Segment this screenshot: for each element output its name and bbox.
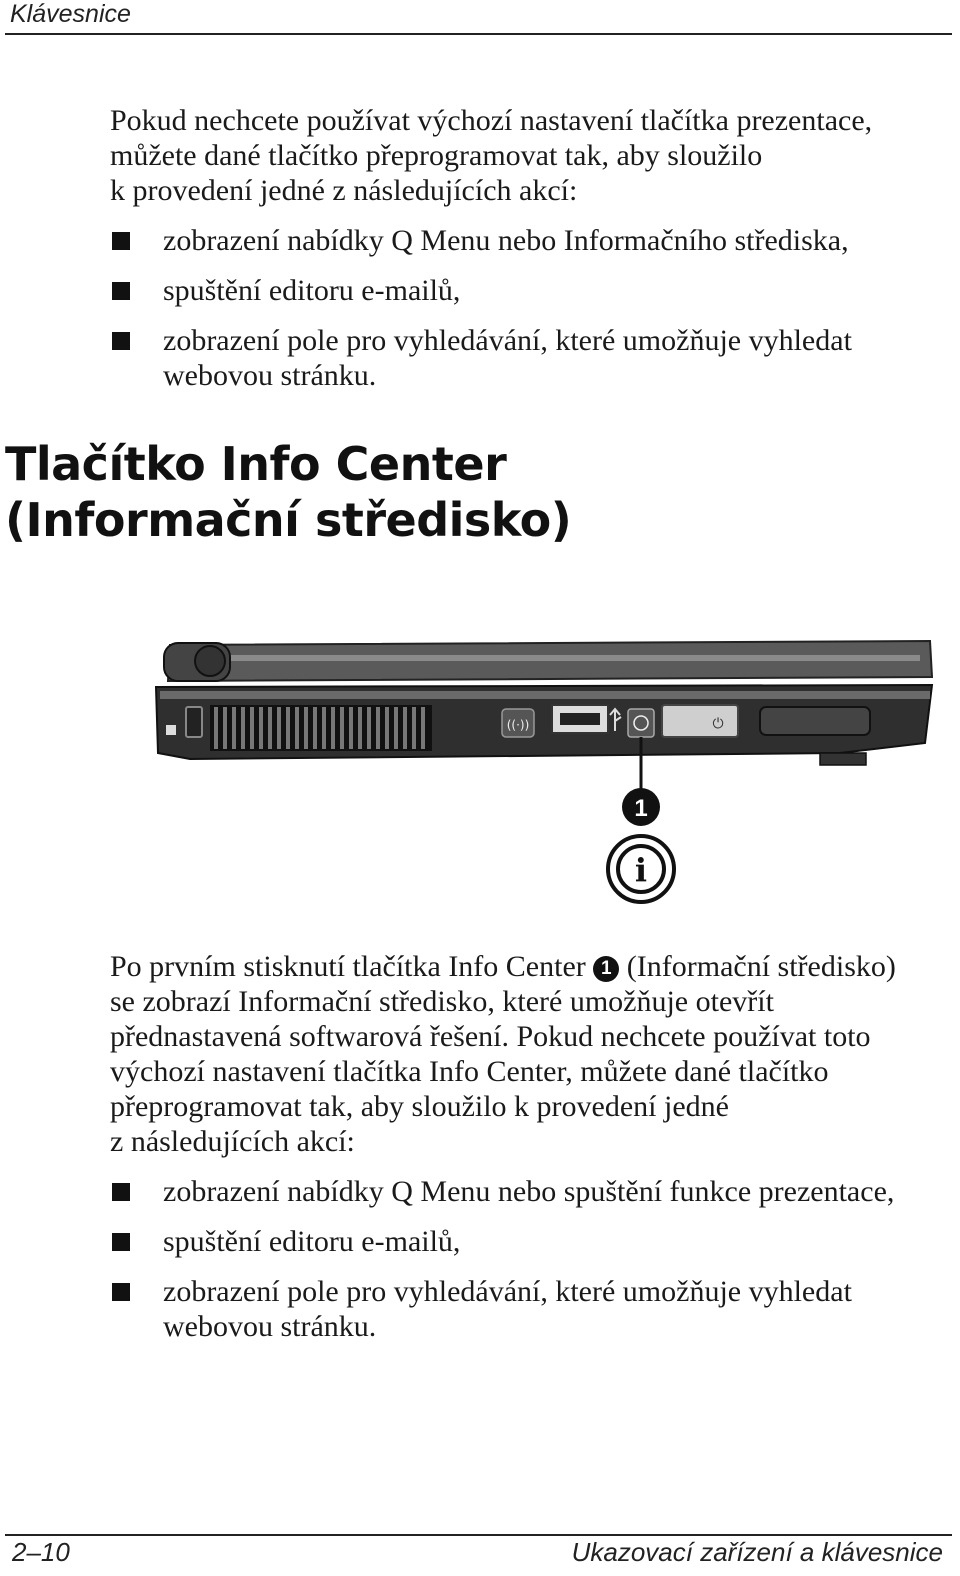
bullet-item [110,1274,950,1344]
running-head: Klávesnice [10,0,131,28]
chapter-title: Ukazovací zařízení a klávesnice [571,1537,943,1567]
power-button [662,705,738,737]
intro-line: můžete dané tlačítko přeprogramovat tak, aby sloužilo [110,139,763,172]
intro-line: Pokud nechcete používat výchozí nastavení tlačítka prezentace, [110,104,873,137]
intro-bullet-list [110,223,950,408]
description-text: Po prvním stisknutí tlačítka Info Center [110,950,594,983]
bullet-item [110,273,950,308]
bullet-text: spuštění editoru e-mailů, [163,1225,461,1258]
base-edge [160,691,930,699]
speaker-grille [760,707,870,735]
description-line: přednastavená softwarová řešení. Pokud nechcete používat toto [110,1020,871,1053]
bullet-item [110,1224,950,1259]
heading-line: Tlačítko Info Center [5,437,507,491]
description-line: z následujících akcí: [110,1125,355,1158]
page-number: 2–10 [12,1537,70,1567]
bullet-text: zobrazení pole pro vyhledávání, které umožňuje vyhledat [163,1275,852,1308]
bullet-text: webovou stránku. [163,359,377,392]
info-center-button [628,709,654,737]
lock-icon [166,725,176,735]
heading-line: (Informační středisko) [5,493,572,547]
intro-line: k provedení jedné z následujících akcí: [110,174,578,207]
description-line: výchozí nastavení tlačítka Info Center, můžete dané tlačítko [110,1055,829,1088]
description-text: (Informační středisko) [619,950,896,983]
vent-grille [210,705,432,751]
power-icon: ⏻ [712,716,724,732]
bullet-item [110,223,950,258]
usb-opening [560,713,600,725]
description-line: přeprogramovat tak, aby sloužilo k provedení jedné [110,1090,729,1123]
description-paragraph [110,949,950,1159]
laptop-foot [820,753,866,765]
description-line: se zobrazí Informační středisko, které umožňuje otevřít [110,985,774,1018]
bullet-text: spuštění editoru e-mailů, [163,274,461,307]
callout-inline-marker: 1 [593,956,619,982]
description-line [110,949,950,984]
bullet-text: zobrazení nabídky Q Menu nebo spuštění funkce prezentace, [163,1175,895,1208]
lid-highlight [180,655,920,661]
footer-rule [5,1534,952,1536]
hinge-knob [195,646,225,676]
bullet-text: webovou stránku. [163,1310,377,1343]
info-symbol-icon: i [634,851,648,889]
bullet-text: zobrazení nabídky Q Menu nebo Informačního střediska, [163,224,849,257]
laptop-side-illustration [150,635,940,910]
wireless-icon: ((·)) [506,718,530,732]
header-rule [5,33,952,35]
bullet-item [110,1174,950,1209]
description-bullet-list [110,1174,950,1359]
bullet-text: zobrazení pole pro vyhledávání, které umožňuje vyhledat [163,324,852,357]
security-slot [186,707,202,737]
intro-paragraph [110,103,950,208]
callout-number: 1 [634,795,648,822]
section-heading [5,436,571,548]
bullet-item [110,323,950,393]
